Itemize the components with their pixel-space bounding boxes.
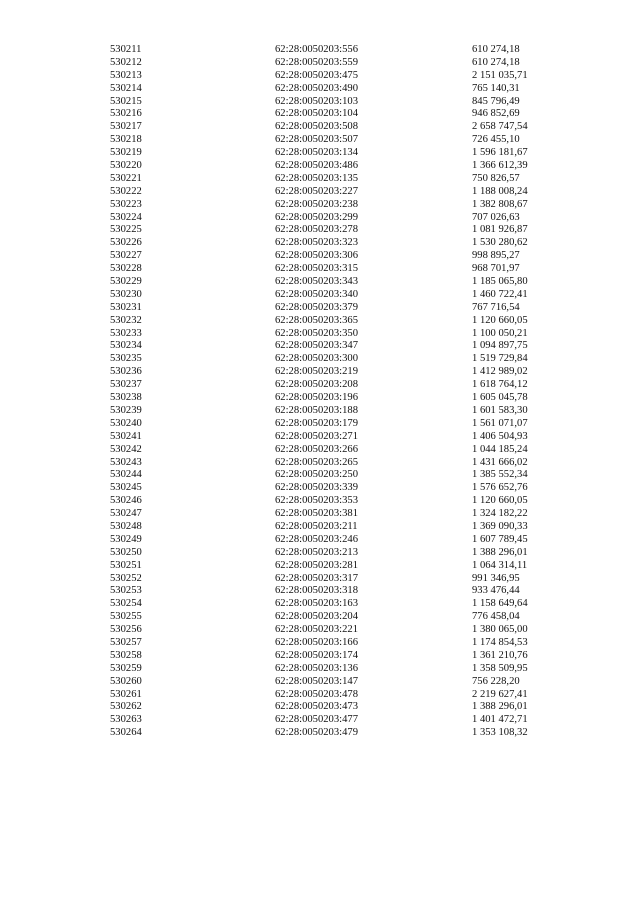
cadastral-value: 765 140,31 bbox=[472, 82, 520, 94]
row-number: 530228 bbox=[110, 263, 142, 275]
cadastral-value: 1 388 296,01 bbox=[472, 546, 528, 558]
cadastral-value: 610 274,18 bbox=[472, 44, 520, 55]
cadastral-number: 62:28:0050203:208 bbox=[275, 379, 358, 391]
table-row bbox=[110, 573, 570, 586]
cadastral-number: 62:28:0050203:238 bbox=[275, 198, 358, 210]
table-row bbox=[110, 379, 570, 392]
cadastral-number: 62:28:0050203:135 bbox=[275, 172, 358, 184]
table-row bbox=[110, 186, 570, 199]
cadastral-value: 1 064 314,11 bbox=[472, 559, 528, 571]
row-number: 530260 bbox=[110, 675, 142, 687]
table-row bbox=[110, 44, 570, 57]
cadastral-number: 62:28:0050203:507 bbox=[275, 134, 358, 146]
cadastral-value: 1 382 808,67 bbox=[472, 198, 528, 210]
row-number: 530225 bbox=[110, 224, 142, 236]
row-number: 530242 bbox=[110, 443, 142, 455]
table-row bbox=[110, 534, 570, 547]
table-row bbox=[110, 160, 570, 173]
cadastral-number: 62:28:0050203:353 bbox=[275, 495, 358, 507]
cadastral-number: 62:28:0050203:166 bbox=[275, 636, 358, 648]
row-number: 530222 bbox=[110, 185, 142, 197]
table-row bbox=[110, 263, 570, 276]
cadastral-value: 1 561 071,07 bbox=[472, 417, 528, 429]
row-number: 530232 bbox=[110, 314, 142, 326]
table-row bbox=[110, 469, 570, 482]
row-number: 530214 bbox=[110, 82, 142, 94]
cadastral-number: 62:28:0050203:473 bbox=[275, 701, 358, 713]
cadastral-value: 756 228,20 bbox=[472, 675, 520, 687]
cadastral-number: 62:28:0050203:475 bbox=[275, 69, 358, 81]
cadastral-number: 62:28:0050203:556 bbox=[275, 44, 358, 55]
cadastral-number: 62:28:0050203:179 bbox=[275, 417, 358, 429]
row-number: 530220 bbox=[110, 160, 142, 172]
table-row bbox=[110, 521, 570, 534]
cadastral-value: 750 826,57 bbox=[472, 172, 520, 184]
cadastral-number: 62:28:0050203:490 bbox=[275, 82, 358, 94]
table-row bbox=[110, 250, 570, 263]
table-row bbox=[110, 70, 570, 83]
cadastral-value: 1 607 789,45 bbox=[472, 533, 528, 545]
row-number: 530219 bbox=[110, 147, 142, 159]
cadastral-value: 1 353 108,32 bbox=[472, 727, 528, 739]
cadastral-value: 1 519 729,84 bbox=[472, 353, 528, 365]
row-number: 530237 bbox=[110, 379, 142, 391]
table-row bbox=[110, 457, 570, 470]
row-number: 530233 bbox=[110, 327, 142, 339]
row-number: 530251 bbox=[110, 559, 142, 571]
cadastral-number: 62:28:0050203:478 bbox=[275, 688, 358, 700]
cadastral-number: 62:28:0050203:204 bbox=[275, 611, 358, 623]
row-number: 530213 bbox=[110, 69, 142, 81]
cadastral-number: 62:28:0050203:246 bbox=[275, 533, 358, 545]
row-number: 530256 bbox=[110, 624, 142, 636]
cadastral-value: 1 358 509,95 bbox=[472, 662, 528, 674]
cadastral-value: 1 431 666,02 bbox=[472, 456, 528, 468]
table-row bbox=[110, 302, 570, 315]
cadastral-number: 62:28:0050203:317 bbox=[275, 572, 358, 584]
row-number: 530223 bbox=[110, 198, 142, 210]
cadastral-number: 62:28:0050203:315 bbox=[275, 263, 358, 275]
table-row bbox=[110, 405, 570, 418]
table-row bbox=[110, 147, 570, 160]
row-number: 530216 bbox=[110, 108, 142, 120]
table-row bbox=[110, 714, 570, 727]
cadastral-number: 62:28:0050203:103 bbox=[275, 95, 358, 107]
cadastral-value: 1 324 182,22 bbox=[472, 508, 528, 520]
cadastral-number: 62:28:0050203:104 bbox=[275, 108, 358, 120]
cadastral-number: 62:28:0050203:271 bbox=[275, 430, 358, 442]
row-number: 530252 bbox=[110, 572, 142, 584]
row-number: 530243 bbox=[110, 456, 142, 468]
table-row bbox=[110, 624, 570, 637]
cadastral-number: 62:28:0050203:266 bbox=[275, 443, 358, 455]
table-row bbox=[110, 289, 570, 302]
row-number: 530258 bbox=[110, 649, 142, 661]
row-number: 530253 bbox=[110, 585, 142, 597]
table-row bbox=[110, 353, 570, 366]
row-number: 530246 bbox=[110, 495, 142, 507]
row-number: 530262 bbox=[110, 701, 142, 713]
table-row bbox=[110, 663, 570, 676]
row-number: 530248 bbox=[110, 520, 142, 532]
cadastral-value: 946 852,69 bbox=[472, 108, 520, 120]
table-row bbox=[110, 637, 570, 650]
cadastral-value: 1 401 472,71 bbox=[472, 714, 528, 726]
cadastral-value: 1 460 722,41 bbox=[472, 288, 528, 300]
cadastral-value: 1 158 649,64 bbox=[472, 598, 528, 610]
table-row bbox=[110, 340, 570, 353]
row-number: 530231 bbox=[110, 301, 142, 313]
row-number: 530263 bbox=[110, 714, 142, 726]
table-row bbox=[110, 199, 570, 212]
cadastral-number: 62:28:0050203:250 bbox=[275, 469, 358, 481]
row-number: 530226 bbox=[110, 237, 142, 249]
table-row bbox=[110, 508, 570, 521]
table-row bbox=[110, 392, 570, 405]
cadastral-number: 62:28:0050203:300 bbox=[275, 353, 358, 365]
cadastral-value: 1 618 764,12 bbox=[472, 379, 528, 391]
cadastral-number: 62:28:0050203:477 bbox=[275, 714, 358, 726]
table-row bbox=[110, 366, 570, 379]
cadastral-value: 991 346,95 bbox=[472, 572, 520, 584]
cadastral-value: 1 081 926,87 bbox=[472, 224, 528, 236]
cadastral-value: 1 406 504,93 bbox=[472, 430, 528, 442]
cadastral-value: 1 380 065,00 bbox=[472, 624, 528, 636]
table-row bbox=[110, 173, 570, 186]
cadastral-value: 1 120 660,05 bbox=[472, 314, 528, 326]
table-row bbox=[110, 482, 570, 495]
cadastral-number: 62:28:0050203:339 bbox=[275, 482, 358, 494]
table-row bbox=[110, 611, 570, 624]
table-row bbox=[110, 276, 570, 289]
cadastral-value: 1 385 552,34 bbox=[472, 469, 528, 481]
table-row bbox=[110, 689, 570, 702]
cadastral-value: 1 044 185,24 bbox=[472, 443, 528, 455]
cadastral-value-table bbox=[110, 44, 570, 740]
table-row bbox=[110, 134, 570, 147]
table-row bbox=[110, 585, 570, 598]
cadastral-number: 62:28:0050203:379 bbox=[275, 301, 358, 313]
table-row bbox=[110, 96, 570, 109]
row-number: 530218 bbox=[110, 134, 142, 146]
cadastral-number: 62:28:0050203:347 bbox=[275, 340, 358, 352]
cadastral-number: 62:28:0050203:211 bbox=[275, 520, 358, 532]
cadastral-value: 1 174 854,53 bbox=[472, 636, 528, 648]
row-number: 530244 bbox=[110, 469, 142, 481]
table-row bbox=[110, 224, 570, 237]
cadastral-number: 62:28:0050203:174 bbox=[275, 649, 358, 661]
row-number: 530250 bbox=[110, 546, 142, 558]
row-number: 530264 bbox=[110, 727, 142, 739]
row-number: 530229 bbox=[110, 276, 142, 288]
cadastral-number: 62:28:0050203:265 bbox=[275, 456, 358, 468]
row-number: 530240 bbox=[110, 417, 142, 429]
row-number: 530238 bbox=[110, 392, 142, 404]
row-number: 530257 bbox=[110, 636, 142, 648]
row-number: 530249 bbox=[110, 533, 142, 545]
cadastral-number: 62:28:0050203:350 bbox=[275, 327, 358, 339]
cadastral-value: 2 658 747,54 bbox=[472, 121, 528, 133]
cadastral-value: 1 185 065,80 bbox=[472, 276, 528, 288]
cadastral-number: 62:28:0050203:365 bbox=[275, 314, 358, 326]
cadastral-number: 62:28:0050203:318 bbox=[275, 585, 358, 597]
table-row bbox=[110, 315, 570, 328]
cadastral-value: 933 476,44 bbox=[472, 585, 520, 597]
table-row bbox=[110, 328, 570, 341]
cadastral-value: 2 219 627,41 bbox=[472, 688, 528, 700]
table-row bbox=[110, 57, 570, 70]
row-number: 530227 bbox=[110, 250, 142, 262]
cadastral-value: 1 366 612,39 bbox=[472, 160, 528, 172]
cadastral-number: 62:28:0050203:559 bbox=[275, 56, 358, 68]
row-number: 530224 bbox=[110, 211, 142, 223]
cadastral-number: 62:28:0050203:136 bbox=[275, 662, 358, 674]
cadastral-number: 62:28:0050203:219 bbox=[275, 366, 358, 378]
cadastral-number: 62:28:0050203:147 bbox=[275, 675, 358, 687]
cadastral-value: 1 188 008,24 bbox=[472, 185, 528, 197]
cadastral-value: 1 369 090,33 bbox=[472, 520, 528, 532]
cadastral-number: 62:28:0050203:163 bbox=[275, 598, 358, 610]
row-number: 530261 bbox=[110, 688, 142, 700]
cadastral-value: 1 530 280,62 bbox=[472, 237, 528, 249]
cadastral-value: 2 151 035,71 bbox=[472, 69, 528, 81]
table-row bbox=[110, 212, 570, 225]
cadastral-value: 707 026,63 bbox=[472, 211, 520, 223]
row-number: 530245 bbox=[110, 482, 142, 494]
cadastral-value: 1 094 897,75 bbox=[472, 340, 528, 352]
row-number: 530241 bbox=[110, 430, 142, 442]
table-row bbox=[110, 598, 570, 611]
cadastral-value: 1 361 210,76 bbox=[472, 649, 528, 661]
row-number: 530234 bbox=[110, 340, 142, 352]
row-number: 530211 bbox=[110, 44, 142, 55]
cadastral-number: 62:28:0050203:221 bbox=[275, 624, 358, 636]
cadastral-value: 776 458,04 bbox=[472, 611, 520, 623]
cadastral-number: 62:28:0050203:281 bbox=[275, 559, 358, 571]
cadastral-number: 62:28:0050203:134 bbox=[275, 147, 358, 159]
row-number: 530254 bbox=[110, 598, 142, 610]
cadastral-number: 62:28:0050203:508 bbox=[275, 121, 358, 133]
row-number: 530255 bbox=[110, 611, 142, 623]
cadastral-value: 1 576 652,76 bbox=[472, 482, 528, 494]
row-number: 530235 bbox=[110, 353, 142, 365]
table-row bbox=[110, 701, 570, 714]
row-number: 530212 bbox=[110, 56, 142, 68]
row-number: 530215 bbox=[110, 95, 142, 107]
cadastral-number: 62:28:0050203:278 bbox=[275, 224, 358, 236]
cadastral-value: 1 120 660,05 bbox=[472, 495, 528, 507]
table-row bbox=[110, 444, 570, 457]
cadastral-value: 1 601 583,30 bbox=[472, 404, 528, 416]
table-row bbox=[110, 547, 570, 560]
cadastral-value: 998 895,27 bbox=[472, 250, 520, 262]
cadastral-value: 726 455,10 bbox=[472, 134, 520, 146]
cadastral-value: 1 100 050,21 bbox=[472, 327, 528, 339]
row-number: 530217 bbox=[110, 121, 142, 133]
row-number: 530236 bbox=[110, 366, 142, 378]
cadastral-number: 62:28:0050203:299 bbox=[275, 211, 358, 223]
table-row bbox=[110, 431, 570, 444]
row-number: 530230 bbox=[110, 288, 142, 300]
cadastral-number: 62:28:0050203:381 bbox=[275, 508, 358, 520]
cadastral-value: 1 596 181,67 bbox=[472, 147, 528, 159]
table-row bbox=[110, 83, 570, 96]
cadastral-number: 62:28:0050203:188 bbox=[275, 404, 358, 416]
cadastral-value: 767 716,54 bbox=[472, 301, 520, 313]
row-number: 530259 bbox=[110, 662, 142, 674]
cadastral-value: 1 412 989,02 bbox=[472, 366, 528, 378]
row-number: 530247 bbox=[110, 508, 142, 520]
cadastral-value: 610 274,18 bbox=[472, 56, 520, 68]
table-row bbox=[110, 121, 570, 134]
cadastral-number: 62:28:0050203:486 bbox=[275, 160, 358, 172]
table-row bbox=[110, 727, 570, 740]
table-row bbox=[110, 560, 570, 573]
table-row bbox=[110, 650, 570, 663]
row-number: 530239 bbox=[110, 404, 142, 416]
cadastral-value: 968 701,97 bbox=[472, 263, 520, 275]
table-row bbox=[110, 237, 570, 250]
cadastral-number: 62:28:0050203:323 bbox=[275, 237, 358, 249]
cadastral-number: 62:28:0050203:306 bbox=[275, 250, 358, 262]
cadastral-number: 62:28:0050203:343 bbox=[275, 276, 358, 288]
table-row bbox=[110, 108, 570, 121]
cadastral-number: 62:28:0050203:227 bbox=[275, 185, 358, 197]
cadastral-value: 1 605 045,78 bbox=[472, 392, 528, 404]
cadastral-number: 62:28:0050203:340 bbox=[275, 288, 358, 300]
cadastral-number: 62:28:0050203:213 bbox=[275, 546, 358, 558]
cadastral-number: 62:28:0050203:196 bbox=[275, 392, 358, 404]
cadastral-value: 1 388 296,01 bbox=[472, 701, 528, 713]
cadastral-value: 845 796,49 bbox=[472, 95, 520, 107]
table-row bbox=[110, 676, 570, 689]
cadastral-number: 62:28:0050203:479 bbox=[275, 727, 358, 739]
table-row bbox=[110, 418, 570, 431]
row-number: 530221 bbox=[110, 172, 142, 184]
table-row bbox=[110, 495, 570, 508]
